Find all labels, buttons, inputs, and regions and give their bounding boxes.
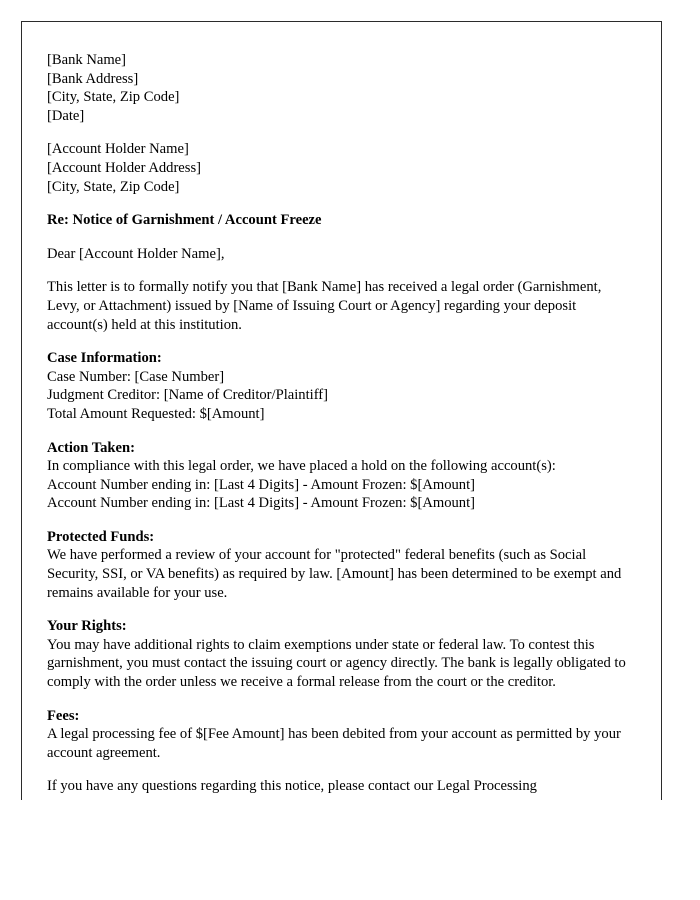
recipient-line: [Account Holder Address]	[47, 159, 202, 176]
salutation: Dear [Account Holder Name],	[47, 245, 225, 262]
section-heading: Your Rights:	[47, 618, 127, 635]
sender-line: [City, State, Zip Code]	[47, 89, 180, 106]
section-action-taken	[47, 439, 629, 513]
salutation-block	[47, 245, 629, 264]
section-line: Total Amount Requested: $[Amount]	[47, 405, 265, 422]
section-heading: Protected Funds:	[47, 528, 155, 545]
section-line: Account Number ending in: [Last 4 Digits] - Amount Frozen: $[Amount]	[47, 495, 476, 512]
section-your-rights	[47, 617, 629, 691]
recipient-line: [Account Holder Name]	[47, 141, 189, 158]
subject-line: Re: Notice of Garnishment / Account Freeze	[47, 212, 322, 229]
subject-line-block	[47, 211, 629, 230]
section-line: Judgment Creditor: [Name of Creditor/Plaintiff]	[47, 387, 329, 404]
section-heading: Case Information:	[47, 350, 162, 367]
sender-line: [Date]	[47, 107, 85, 124]
section-heading: Action Taken:	[47, 439, 135, 456]
section-fees	[47, 707, 629, 763]
section-case-information	[47, 349, 629, 423]
section-line: In compliance with this legal order, we have placed a hold on the following account(s):	[47, 458, 556, 475]
sender-line: [Bank Address]	[47, 70, 139, 87]
closing-paragraph: If you have any questions regarding this notice, please contact our Legal Processing	[47, 778, 537, 795]
intro-paragraph: This letter is to formally notify you that [Bank Name] has received a legal order (Garnishment, Levy, or Attachment) issued by [Name of Issuing Court or Agency] regarding your deposit account(s) held at this institution.	[47, 279, 602, 333]
section-paragraph: We have performed a review of your account for "protected" federal benefits (such as Social Security, SSI, or VA benefits) as required by law. [Amount] has been determined to be exempt and remains available for your use.	[47, 547, 622, 601]
section-line: Case Number: [Case Number]	[47, 368, 225, 385]
letter-content	[47, 51, 629, 796]
section-paragraph: You may have additional rights to claim exemptions under state or federal law. To contest this garnishment, you must contact the issuing court or agency directly. The bank is legally obligated to comply with the order unless we receive a formal release from the court or the creditor.	[47, 636, 626, 691]
intro-paragraph-block	[47, 278, 629, 334]
recipient-address-block	[47, 140, 629, 196]
document-page	[21, 21, 662, 800]
section-line: Account Number ending in: [Last 4 Digits] - Amount Frozen: $[Amount]	[47, 476, 476, 493]
section-protected-funds	[47, 528, 629, 602]
sender-line: [Bank Name]	[47, 52, 127, 68]
recipient-line: [City, State, Zip Code]	[47, 178, 180, 195]
sender-address-block	[47, 51, 629, 125]
section-heading: Fees:	[47, 707, 80, 724]
section-paragraph: A legal processing fee of $[Fee Amount] has been debited from your account as permitted by your account agreement.	[47, 726, 621, 761]
closing-paragraph-block	[47, 777, 629, 796]
